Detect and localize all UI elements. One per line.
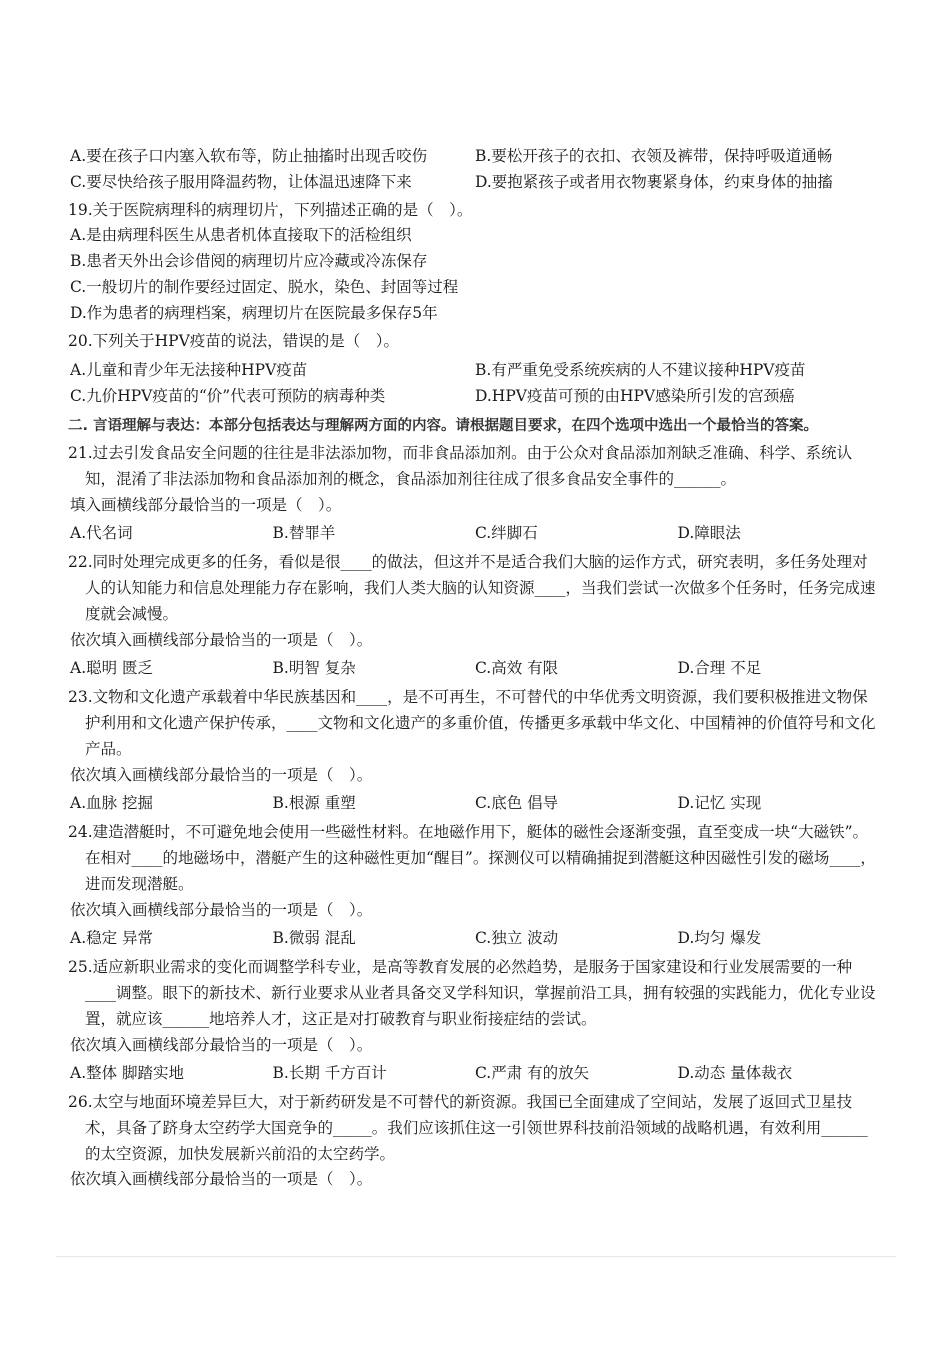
q19-stem: 19.关于医院病理科的病理切片，下列描述正确的是（ ）。: [68, 200, 473, 219]
q22-option-a: A.聪明 匮乏: [70, 659, 154, 678]
q24-stem: 24.建造潜艇时，不可避免地会使用一些磁性材料。在地磁作用下，艇体的磁性会逐渐变强，直至变成一块“大磁铁”。在相对____的地磁场中，潜艇产生的这种磁性更加“醒目”。探测仪可以精确捕捉到潜艇这种因磁性引发的磁场____，进而发现潜艇。: [68, 823, 876, 893]
q21-option-b: B.替罪羊: [272, 524, 336, 543]
q21-option-d: D.障眼法: [677, 524, 741, 543]
q23-ask: 依次填入画横线部分最恰当的一项是（ ）。: [70, 765, 373, 784]
q21-option-a: A.代名词: [70, 524, 133, 543]
q26-ask: 依次填入画横线部分最恰当的一项是（ ）。: [70, 1170, 373, 1189]
q22-options: [68, 656, 880, 682]
q20-options-row-2: [68, 384, 880, 410]
q25-option-d: D.动态 量体裁衣: [677, 1064, 793, 1083]
q22-ask: 依次填入画横线部分最恰当的一项是（ ）。: [70, 630, 373, 649]
q22-option-c: C.高效 有限: [475, 659, 559, 678]
q24-option-d: D.均匀 爆发: [677, 929, 762, 948]
q23-option-d: D.记忆 实现: [677, 794, 762, 813]
page-footer-divider: [56, 1256, 896, 1257]
q24-option-b: B.微弱 混乱: [272, 929, 356, 948]
q25-options: [68, 1061, 880, 1087]
q19-option-b: B.患者天外出会诊借阅的病理切片应冷藏或冷冻保存: [70, 252, 428, 271]
q26-stem: 26.太空与地面环境差异巨大，对于新药研发是不可替代的新资源。我国已全面建成了空间站，发展了返回式卫星技术，具备了跻身太空药学大国竞争的_____。我们应该抓住这一引领世界科技前沿领域的战略机遇，有效利用______的太空资源，加快发展新兴前沿的太空药学。: [68, 1093, 868, 1163]
q20-stem: 20.下列关于HPV疫苗的说法，错误的是（ ）。: [68, 331, 400, 350]
q23-options: [68, 791, 880, 817]
q18-option-a: A.要在孩子口内塞入软布等，防止抽搐时出现舌咬伤: [70, 147, 428, 165]
q22-stem: 22.同时处理完成更多的任务，看似是很____的做法，但这并不是适合我们大脑的运作方式，研究表明，多任务处理对人的认知能力和信息处理能力存在影响，我们人类大脑的认知资源____，当我们尝试一次做多个任务时，任务完成速度就会减慢。: [68, 553, 876, 623]
q21-ask: 填入画横线部分最恰当的一项是（ ）。: [70, 495, 342, 514]
q25-ask: 依次填入画横线部分最恰当的一项是（ ）。: [70, 1035, 373, 1054]
q24-option-a: A.稳定 异常: [70, 929, 154, 948]
q25-option-a: A.整体 脚踏实地: [70, 1064, 185, 1083]
q21-stem: 21.过去引发食品安全问题的往往是非法添加物，而非食品添加剂。由于公众对食品添加剂缺乏准确、科学、系统认知，混淆了非法添加物和食品添加剂的概念，食品添加剂往往成了很多食品安全事件的______。: [68, 443, 853, 488]
q23-option-b: B.根源 重塑: [272, 794, 356, 813]
q22-option-d: D.合理 不足: [677, 659, 762, 678]
q18-options-row-2: [68, 170, 880, 196]
q25-stem: 25.适应新职业需求的变化而调整学科专业，是高等教育发展的必然趋势，是服务于国家建设和行业发展需要的一种____调整。眼下的新技术、新行业要求从业者具备交叉学科知识，掌握前沿工具，拥有较强的实践能力，优化专业设置，就应该______地培养人才，这正是对打破教育与职业衔接症结的尝试。: [68, 958, 876, 1028]
q25-option-b: B.长期 千方百计: [272, 1064, 387, 1083]
q19-option-c: C.一般切片的制作要经过固定、脱水，染色、封固等过程: [70, 277, 459, 296]
q24-ask: 依次填入画横线部分最恰当的一项是（ ）。: [70, 900, 373, 919]
q23-stem: 23.文物和文化遗产承载着中华民族基因和____，是不可再生，不可替代的中华优秀文明资源，我们要积极推进文物保护利用和文化遗产保护传承，____文物和文化遗产的多重价值，传播更多承载中华文化、中国精神的价值符号和文化产品。: [68, 688, 876, 758]
q21-option-c: C.绊脚石: [475, 524, 538, 543]
q21-options: [68, 521, 880, 547]
q18-option-d: D.要抱紧孩子或者用衣物裹紧身体，约束身体的抽搐: [475, 172, 833, 191]
q24-options: [68, 926, 880, 952]
q20-option-a: A.儿童和青少年无法接种HPV疫苗: [70, 361, 308, 380]
q24-option-c: C.独立 波动: [475, 929, 559, 948]
exam-page: [68, 144, 880, 1193]
q20-option-d: D.HPV疫苗可预的由HPV感染所引发的宫颈癌: [475, 387, 795, 406]
q20-options-row-1: [68, 358, 880, 384]
q25-option-c: C.严肃 有的放矢: [475, 1064, 590, 1083]
q23-option-a: A.血脉 挖掘: [70, 794, 154, 813]
q23-option-c: C.底色 倡导: [475, 794, 559, 813]
q19-option-a: A.是由病理科医生从患者机体直接取下的活检组织: [70, 226, 412, 245]
section-2-heading: 二. 言语理解与表达：本部分包括表达与理解两方面的内容。请根据题目要求，在四个选项中选出一个最恰当的答案。: [68, 417, 819, 434]
q18-option-b: B.要松开孩子的衣扣、衣领及裤带，保持呼吸道通畅: [475, 147, 833, 165]
q18-option-c: C.要尽快给孩子服用降温药物，让体温迅速降下来: [70, 172, 412, 191]
q20-option-b: B.有严重免受系统疾病的人不建议接种HPV疫苗: [475, 361, 806, 380]
q19-option-d: D.作为患者的病理档案，病理切片在医院最多保存5年: [70, 303, 438, 322]
q20-option-c: C.九价HPV疫苗的“价”代表可预防的病毒种类: [70, 387, 386, 406]
q22-option-b: B.明智 复杂: [272, 659, 356, 678]
q18-options-row-1: [68, 144, 880, 170]
